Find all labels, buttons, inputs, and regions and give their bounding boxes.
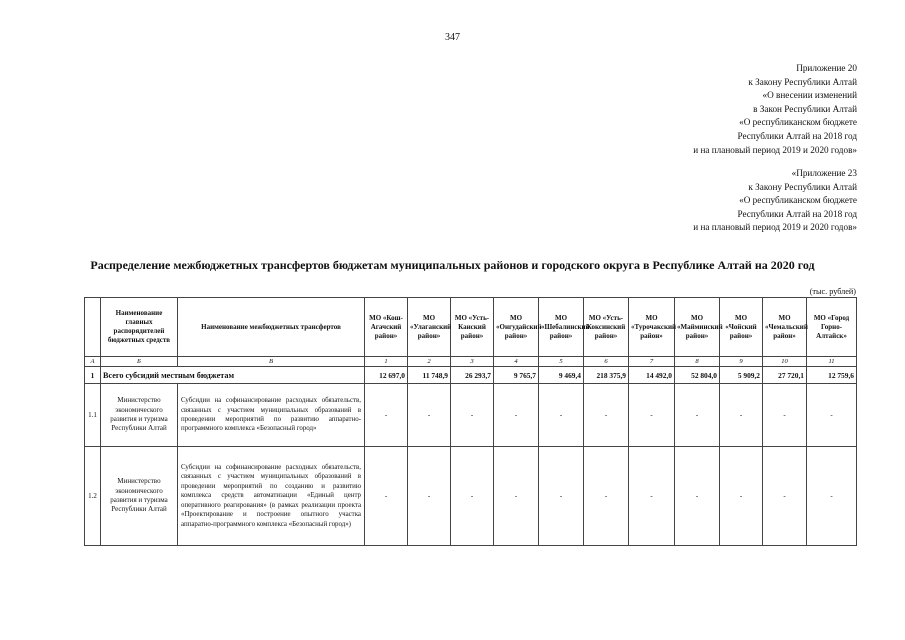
appendix-line: и на плановый период 2019 и 2020 годов» [693,222,857,233]
index-cell: 5 [539,357,584,367]
value-cell: - [494,447,539,546]
appendix-line: Приложение 20 [796,63,857,73]
index-cell: 8 [675,357,720,367]
appendix-line: «Приложение 23 [791,168,857,178]
header-cell: МО «Усть-Коксинский район» [584,298,629,357]
total-label: Всего субсидий местным бюджетам [101,367,365,384]
index-cell: Б [101,357,178,367]
value-cell: - [539,384,584,447]
total-value: 9 469,4 [539,367,584,384]
value-cell: - [365,447,408,546]
transfers-table [84,297,857,546]
transfer-description: Субсидии на софинансирование расходных обязательств, связанных с участием муниципальных образований в проведении мероприятий по созданию и развитию комплекса средств автоматизации «Единый центр оперативного реагирования» (в рамках реализации проекта «Проектирование и построение опытного участка аппаратно-программного комплекса «Безопасный город») [178,447,365,546]
value-cell: - [365,384,408,447]
appendix-line: Республики Алтай на 2018 год [737,130,857,141]
header-cell: МО «Турочакский район» [629,298,675,357]
table-row [85,447,857,546]
document-title: Распределение межбюджетных трансфертов бюджетам муниципальных районов и городского округа в Республике Алтай на 2020 год [90,258,815,272]
value-cell: - [720,384,763,447]
header-cell: МО «Чемальский район» [763,298,807,357]
total-value: 218 375,9 [584,367,629,384]
total-value: 52 804,0 [675,367,720,384]
index-cell: 1 [365,357,408,367]
appendix-line: Республики Алтай на 2018 год [737,208,857,219]
index-cell: 7 [629,357,675,367]
header-row [85,298,857,357]
header-cell: МО «Усть-Канский район» [451,298,494,357]
value-cell: - [584,384,629,447]
value-cell: - [807,384,857,447]
value-cell: - [451,384,494,447]
header-cell: МО «Чойский район» [720,298,763,357]
appendix-line: «О республиканском бюджете [739,195,857,206]
total-value: 9 765,7 [494,367,539,384]
index-cell: 3 [451,357,494,367]
header-cell: МО «Майминский район» [675,298,720,357]
header-cell [85,298,101,357]
row-number: 1 [85,367,101,384]
header-cell: Наименование межбюджетных трансфертов [178,298,365,357]
index-cell: 9 [720,357,763,367]
header-cell: Наименование главных распорядителей бюджетных средств [101,298,178,357]
value-cell: - [675,447,720,546]
page-number: 347 [445,32,460,43]
index-cell: 6 [584,357,629,367]
value-cell: - [629,447,675,546]
row-number: 1.2 [85,447,101,546]
index-cell: 4 [494,357,539,367]
value-cell: - [675,384,720,447]
header-cell: МО «Онгудайский район» [494,298,539,357]
value-cell: - [408,384,451,447]
header-cell: МО «Кош-Агачский район» [365,298,408,357]
index-cell: 2 [408,357,451,367]
budget-holder: Министерство экономического развития и туризма Республики Алтай [101,384,178,447]
header-cell: МО «Город Горно-Алтайск» [807,298,857,357]
appendix-line: «О республиканском бюджете [739,117,857,128]
total-value: 27 720,1 [763,367,807,384]
value-cell: - [584,447,629,546]
value-cell: - [539,447,584,546]
appendix-23-header [693,167,857,235]
value-cell: - [763,384,807,447]
header-cell: МО «Шебалинский район» [539,298,584,357]
row-number: 1.1 [85,384,101,447]
total-value: 14 492,0 [629,367,675,384]
appendix-20-header [693,62,857,157]
total-value: 12 759,6 [807,367,857,384]
value-cell: - [807,447,857,546]
index-cell: А [85,357,101,367]
appendix-line: в Закон Республики Алтай [753,103,857,114]
column-index-row [85,357,857,367]
value-cell: - [763,447,807,546]
value-cell: - [494,384,539,447]
index-cell: 10 [763,357,807,367]
total-value: 11 748,9 [408,367,451,384]
appendix-line: к Закону Республики Алтай [748,181,857,192]
header-cell: МО «Улаганский район» [408,298,451,357]
value-cell: - [451,447,494,546]
value-cell: - [629,384,675,447]
total-row [85,367,857,384]
appendix-line: «О внесении изменений [762,90,857,101]
appendix-line: и на плановый период 2019 и 2020 годов» [693,144,857,155]
budget-holder: Министерство экономического развития и туризма Республики Алтай [101,447,178,546]
total-value: 5 909,2 [720,367,763,384]
index-cell: В [178,357,365,367]
value-cell: - [408,447,451,546]
appendix-line: к Закону Республики Алтай [748,76,857,87]
total-value: 26 293,7 [451,367,494,384]
total-value: 12 697,0 [365,367,408,384]
value-cell: - [720,447,763,546]
table-row [85,384,857,447]
units-note: (тыс. рублей) [809,287,856,296]
transfer-description: Субсидии на софинансирование расходных обязательств, связанных с участием муниципальных образований в проведении мероприятий по развитию аппаратно-программного комплекса «Безопасный город» [178,384,365,447]
index-cell: 11 [807,357,857,367]
